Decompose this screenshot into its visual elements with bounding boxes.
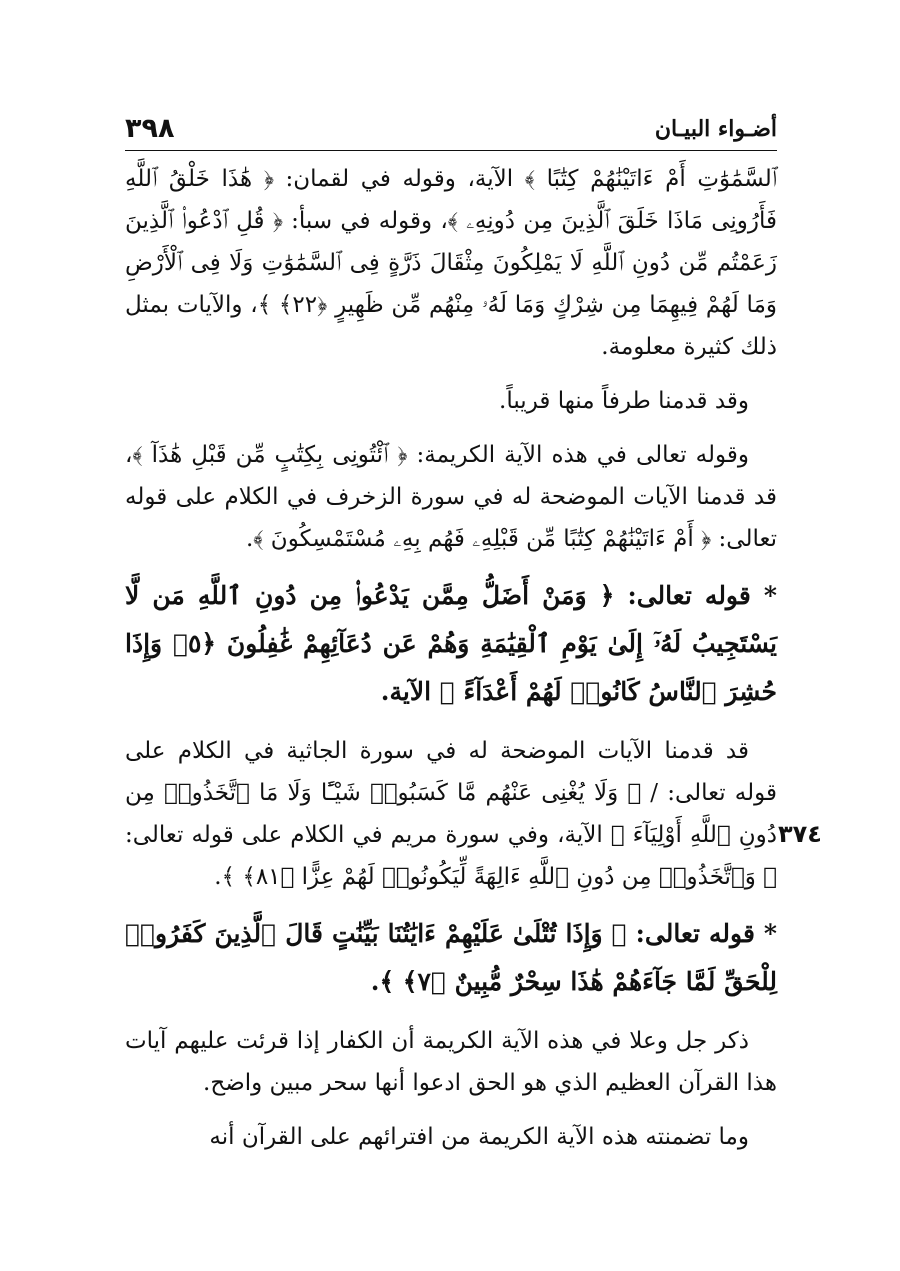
verse-heading: * قوله تعالى: ﴿ وَمَنْ أَضَلُّ مِمَّن يَدْعُوا۟ مِن دُونِ ٱللَّهِ مَن لَّا يَسْتَجِيبُ لَهُۥٓ إِلَىٰ يَوْمِ ٱلْقِيَٰمَةِ وَهُمْ عَن دُعَآئِهِمْ غَٰفِلُونَ ﴿٥﴾ وَإِذَا حُشِرَ ٱلنَّاسُ كَانُوا۟ لَهُمْ أَعْدَآءً ﴾ الآية.: [125, 581, 778, 706]
paragraph-continuation: ٱلسَّمَٰوَٰتِ أَمْ ءَاتَيْنَٰهُمْ كِتَٰبًا ﴾ الآية، وقوله في لقمان: ﴿ هَٰذَا خَلْقُ ٱللَّهِ فَأَرُونِى مَاذَا خَلَقَ ٱلَّذِينَ مِن دُونِهِۦ ﴾، وقوله في سبأ: ﴿ قُلِ ٱدْعُوا۟ ٱلَّذِينَ زَعَمْتُم مِّن دُونِ ٱللَّهِ لَا يَمْلِكُونَ مِثْقَالَ ذَرَّةٍ فِى ٱلسَّمَٰوَٰتِ وَلَا فِى ٱلْأَرْضِ وَمَا لَهُمْ فِيهِمَا مِن شِرْكٍ وَمَا لَهُۥ مِنْهُم مِّن ظَهِيرٍ ﴿٢٢﴾ ﴾، والآيات بمثل ذلك كثيرة معلومة.: [125, 166, 777, 360]
paragraph: ذكر جل وعلا في هذه الآية الكريمة أن الكفار إذا قرئت عليهم آيات هذا القرآن العظيم الذي هو الحق ادعوا أنها سحر مبين واضح.: [125, 1028, 777, 1096]
book-title: أضـواء البيـان: [654, 116, 777, 142]
page-number: ٣٩٨: [125, 113, 175, 144]
margin-reference-number: ٣٧٤: [778, 820, 822, 848]
paragraph: وقوله تعالى في هذه الآية الكريمة: ﴿ ٱئْتُونِى بِكِتَٰبٍ مِّن قَبْلِ هَٰذَآ ﴾، قد قدمنا الآيات الموضحة له في سورة الزخرف في الكلام على قوله تعالى: ﴿ أَمْ ءَاتَيْنَٰهُمْ كِتَٰبًا مِّن قَبْلِهِۦ فَهُم بِهِۦ مُسْتَمْسِكُونَ ﴾.: [125, 442, 777, 552]
verse-heading: * قوله تعالى: ﴿ وَإِذَا تُتْلَىٰ عَلَيْهِمْ ءَايَٰتُنَا بَيِّنَٰتٍ قَالَ ٱلَّذِينَ كَفَرُوا۟ لِلْحَقِّ لَمَّا جَآءَهُمْ هَٰذَا سِحْرٌ مُّبِينٌ ﴿٧﴾ ﴾.: [125, 919, 777, 996]
paragraph: وما تضمنته هذه الآية الكريمة من افترائهم على القرآن أنه: [209, 1124, 749, 1150]
page-header: [125, 112, 777, 146]
header-rule: [125, 150, 777, 151]
page-body: [125, 158, 777, 1170]
paragraph: وقد قدمنا طرفاً منها قريباً.: [499, 388, 749, 414]
paragraph: قد قدمنا الآيات الموضحة له في سورة الجاثية في الكلام على قوله تعالى: / ﴿ وَلَا يُغْنِى عَنْهُم مَّا كَسَبُوا۟ شَيْـًٔا وَلَا مَا ٱتَّخَذُوا۟ مِن دُونِ ٱللَّهِ أَوْلِيَآءَ ﴾ الآية، وفي سورة مريم في الكلام على قوله تعالى: ﴿ وَٱتَّخَذُوا۟ مِن دُونِ ٱللَّهِ ءَالِهَةً لِّيَكُونُوا۟ لَهُمْ عِزًّا ﴿٨١﴾ ﴾.: [125, 738, 777, 890]
